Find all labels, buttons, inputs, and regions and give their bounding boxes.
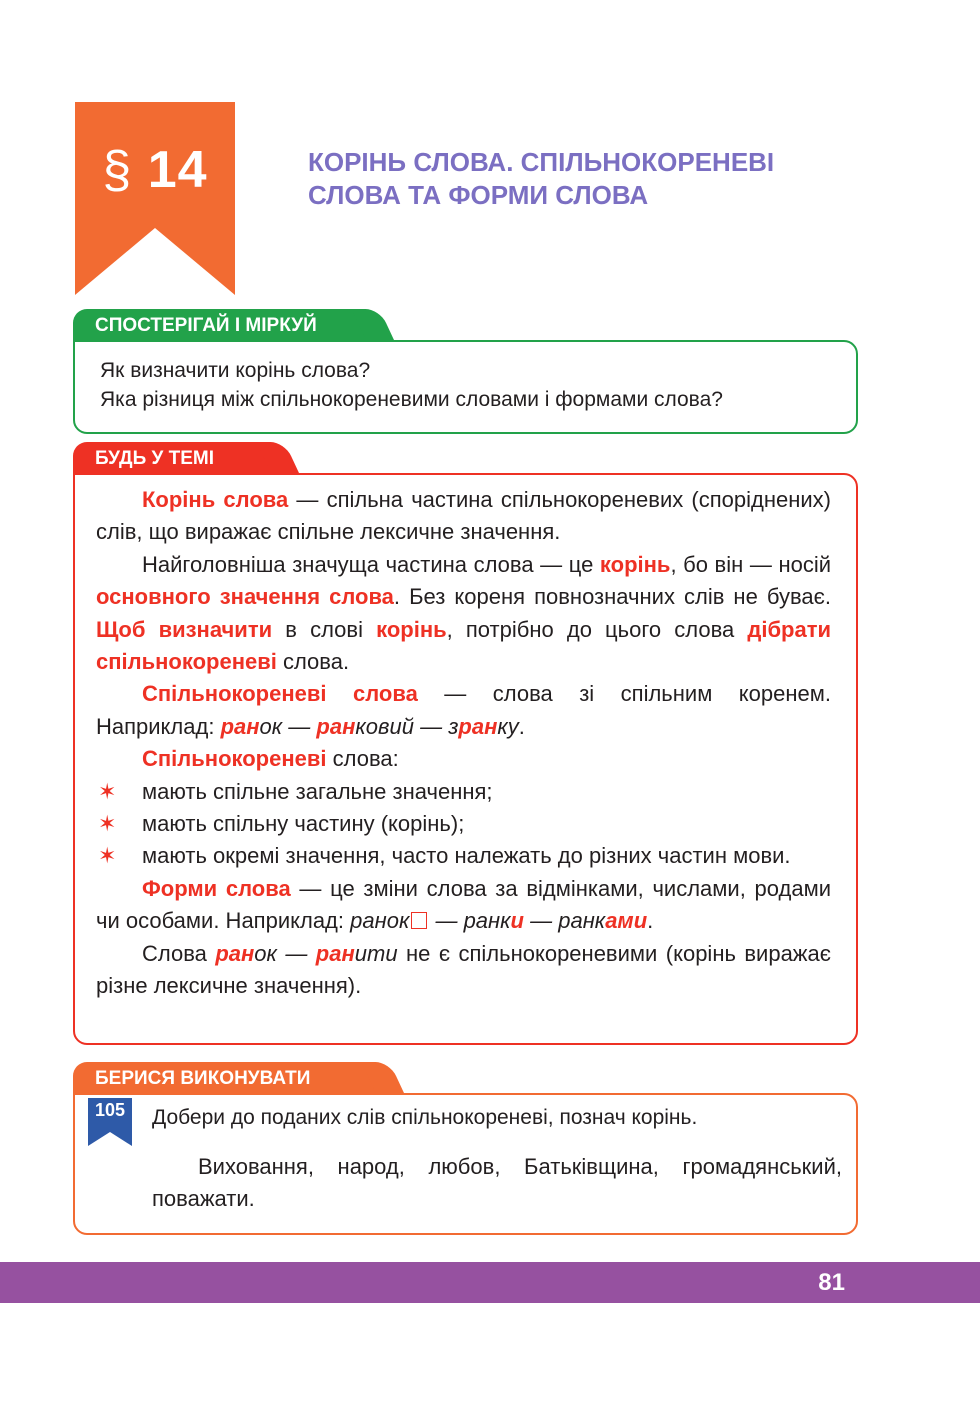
star-bullet-icon: ✶ [98, 811, 117, 837]
exercise-task: Добери до поданих слів спільнокореневі, познач корінь. [152, 1106, 698, 1129]
section-number: § 14 [102, 141, 208, 199]
star-bullet-icon: ✶ [98, 778, 117, 804]
title-line-1: КОРІНЬ СЛОВА. СПІЛЬНОКОРЕНЕВІ [308, 147, 775, 177]
observe-box [73, 340, 858, 434]
observe-tab: СПОСТЕРІГАЙ І МІРКУЙ [73, 309, 373, 341]
list-item: ✶ мають спільне загальне значення; [96, 776, 831, 808]
paragraph-root-meaning: Найголовніша значуща частина слова — це корінь, бо він — носій основного значення слова. Без кореня повнозначних слів не буває. Щоб визначити в слові корінь, потрібно до цього слова дібрати спільнокореневі слова. [96, 551, 832, 675]
definition-cognates: Спільнокореневі слова — слова зі спільним коренем. Наприклад: ранок — ранковий — зранку. [96, 681, 831, 739]
practice-tab: БЕРИСЯ ВИКОНУВАТИ [73, 1062, 383, 1094]
theory-tab: БУДЬ У ТЕМІ [73, 442, 278, 474]
theory-text [96, 484, 831, 1003]
cognates-heading: Спільнокореневі слова: [142, 746, 399, 772]
paragraph-homonym-roots: Слова ранок — ранити не є спільнокореневими (корінь виражає різне лексичне значення). [96, 940, 831, 999]
page-number: 81 [818, 1269, 845, 1296]
zero-ending-icon [411, 912, 427, 929]
question-2: Яка різниця між спільнокореневими словами і формами слова? [100, 388, 723, 411]
star-bullet-icon: ✶ [98, 843, 117, 869]
question-1: Як визначити корінь слова? [100, 359, 371, 382]
definition-root: Корінь слова — спільна частина спільнокореневих (споріднених) слів, що виражає спільне лексичне значення. [96, 487, 831, 545]
definition-word-forms: Форми слова — це зміни слова за відмінками, числами, родами чи особами. Наприклад: ранок — ранки — ранками. [96, 875, 831, 934]
title-line-2: СЛОВА ТА ФОРМИ СЛОВА [308, 180, 649, 210]
exercise-number: 105 [94, 1100, 126, 1120]
list-item: ✶ мають окремі значення, часто належать до різних частин мови. [96, 840, 831, 872]
list-item: ✶ мають спільну частину (корінь); [96, 808, 831, 840]
page-title [308, 146, 928, 212]
exercise-words: Виховання, народ, любов, Батьківщина, громадянський, поважати. [152, 1154, 842, 1211]
